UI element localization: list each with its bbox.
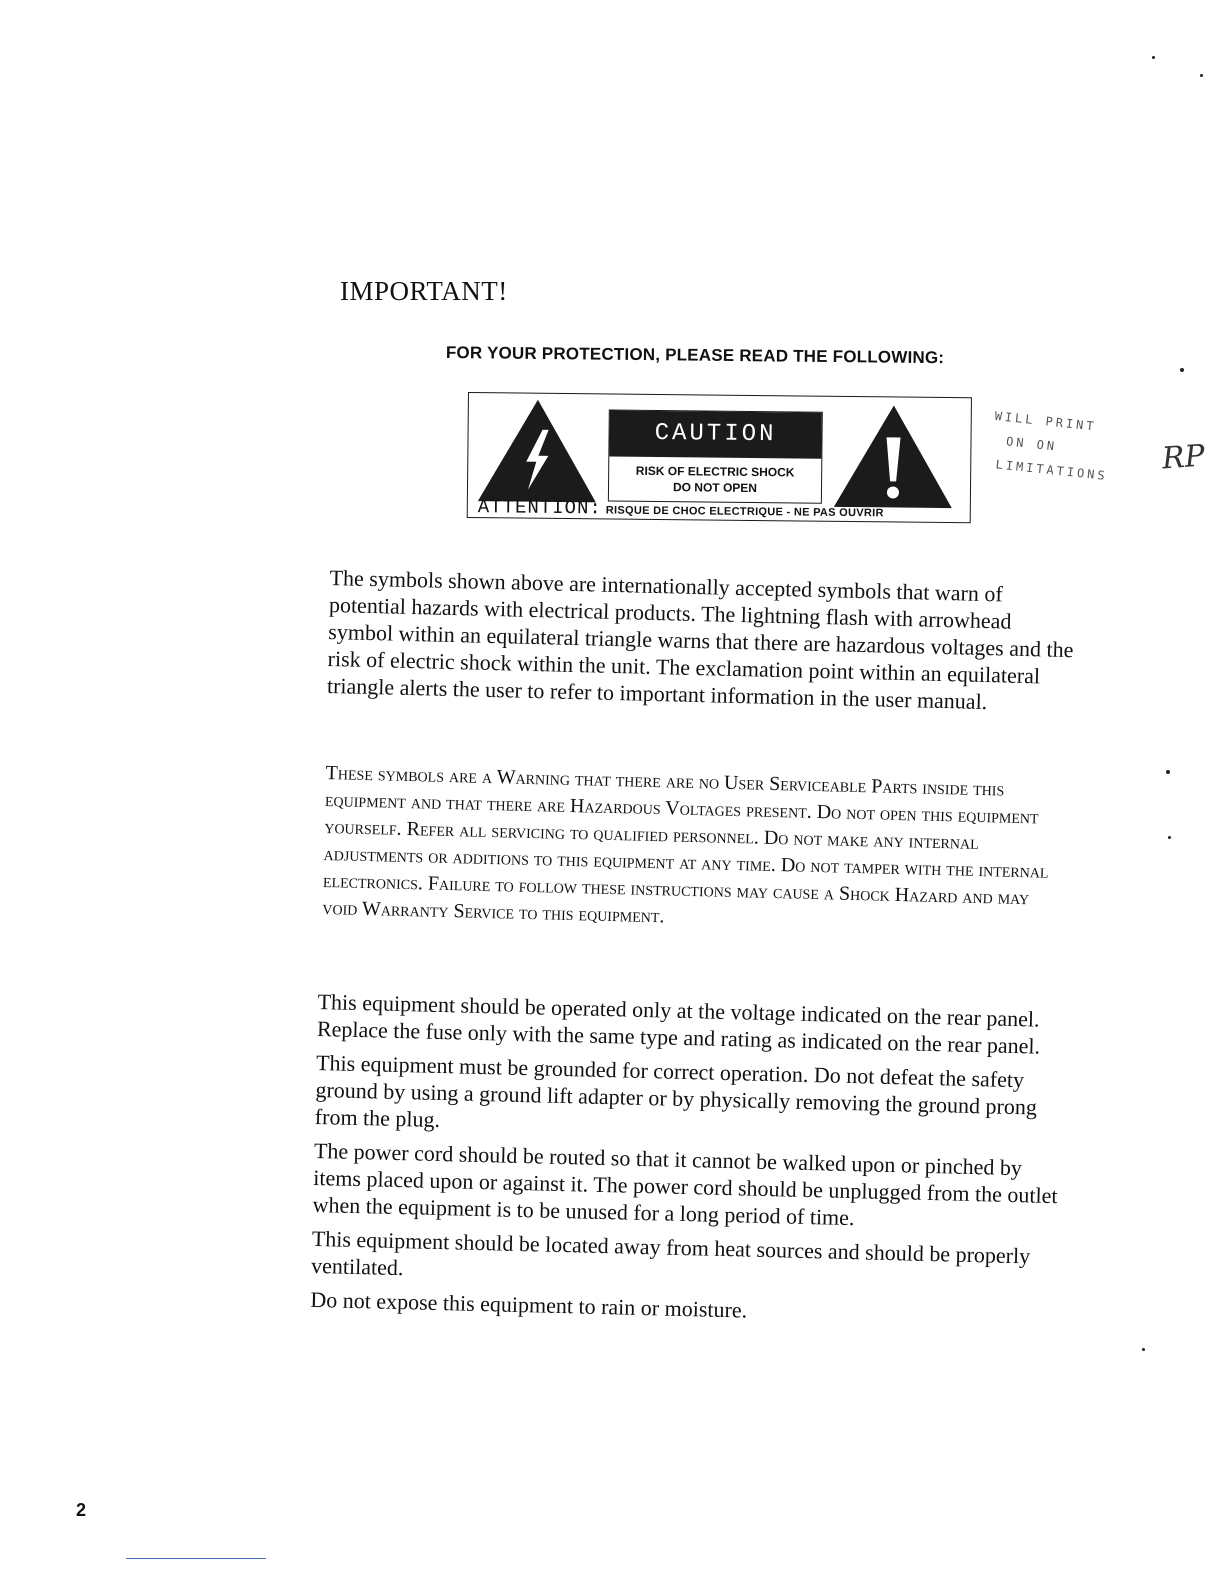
protection-heading: FOR YOUR PROTECTION, PLEASE READ THE FOLLOWING: <box>445 343 945 368</box>
attention-text: RISQUE DE CHOC ELECTRIQUE - NE PAS OUVRIR <box>605 504 884 520</box>
warning-paragraph <box>322 760 1052 940</box>
operation-instructions <box>310 988 1070 1338</box>
warning-paragraph-text: These symbols are a Warning that there are no User Serviceable Parts inside this equipment and that there are Hazardous Voltages present. Do not open this equipment yourself. Refer all servicing to qualified personnel. Do not make any internal adjustments or additions to this equipment at any time. Do not tamper with the internal electronics. Failure to follow these instructions may cause a Shock Hazard and may void Warranty Service to this equipment. <box>322 761 1049 928</box>
risk-line-2: DO NOT OPEN <box>672 480 758 496</box>
handwritten-line-3: LIMITATIONS <box>994 457 1109 484</box>
page-title: IMPORTANT! <box>340 276 508 306</box>
caution-word: CAUTION <box>609 410 821 458</box>
scan-speck <box>1168 836 1171 839</box>
caution-label <box>467 392 972 523</box>
risk-line-1: RISK OF ELECTRIC SHOCK <box>635 463 795 480</box>
footer-rule <box>126 1558 266 1559</box>
caution-block <box>608 409 823 503</box>
attention-word: ATTENTION: <box>477 496 602 520</box>
exclamation-triangle-icon <box>832 403 955 510</box>
symbols-paragraph-text: The symbols shown above are internationally accepted symbols that warn of potential hazards with electrical products. The lightning flash with arrowhead symbol within an equilateral triangle warns that there are hazardous voltages and the risk of electric shock within the unit. The exclamation point within an equilateral triangle alerts the user to refer to important information in the user manual. <box>326 564 1074 715</box>
attention-row <box>478 496 884 522</box>
page-number: 2 <box>76 1500 87 1520</box>
caution-subtext <box>609 456 821 496</box>
scan-speck <box>1152 56 1155 59</box>
handwritten-line-1: WILL PRINT <box>994 408 1098 434</box>
operation-paragraph: The power cord should be routed so that it cannot be walked upon or pinched by items placed upon or against it. The power cord should be unplugged from the outlet when the equipment is to be unused for a long period of time. <box>312 1137 1058 1231</box>
operation-paragraph: Do not expose this equipment to rain or moisture. <box>310 1286 748 1323</box>
symbols-paragraph <box>327 564 1078 717</box>
operation-paragraph: This equipment should be operated only at the voltage indicated on the rear panel. Replace the fuse only with the same type and rating as indicated on the rear panel. <box>316 988 1041 1059</box>
operation-paragraph: This equipment must be grounded for correct operation. Do not defeat the safety ground by using a ground lift adapter or by physically removing the ground prong from the plug. <box>314 1049 1038 1133</box>
scan-speck <box>1180 368 1184 372</box>
handwritten-note <box>988 404 1145 491</box>
operation-paragraph: This equipment should be located away from heat sources and should be properly ventilated. <box>310 1225 1031 1281</box>
handwritten-initials: RP <box>1160 438 1206 477</box>
lightning-triangle-icon <box>476 397 599 504</box>
scan-speck <box>1142 1348 1145 1351</box>
scan-speck <box>1166 770 1170 774</box>
scan-speck <box>1200 74 1203 77</box>
handwritten-line-2: ON ON <box>1005 434 1058 454</box>
